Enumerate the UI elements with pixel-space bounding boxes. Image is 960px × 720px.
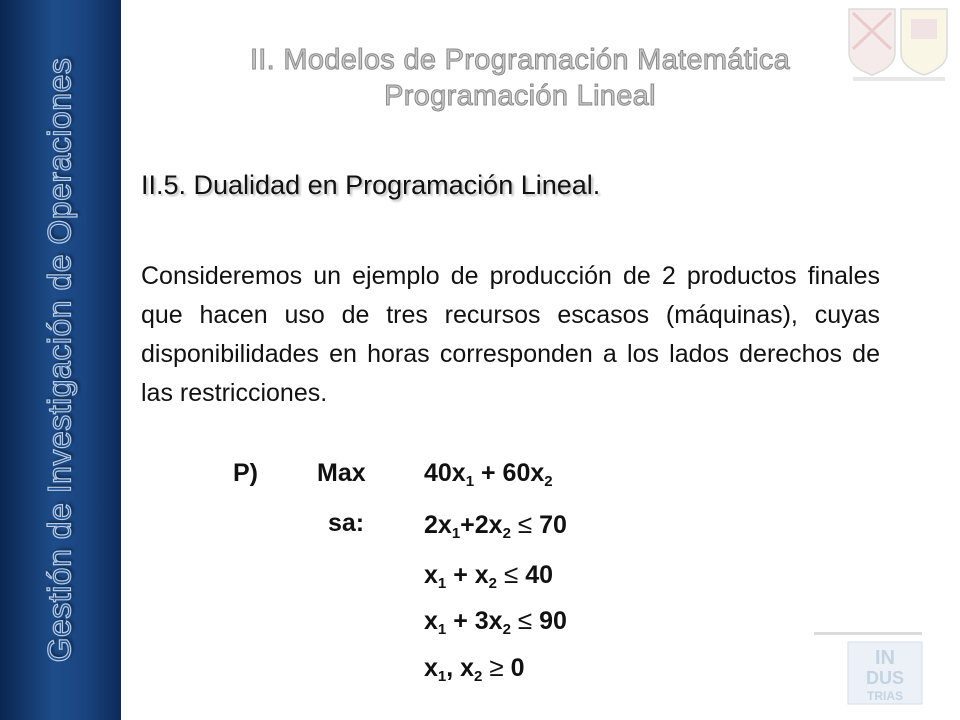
constraint-row: $x_1 + 3x_2 \le 90$ [424, 605, 567, 638]
slide-title-line2: Programación Lineal [384, 80, 656, 112]
sidebar-band [0, 0, 121, 720]
logo-text-dus: DUS [865, 668, 905, 688]
constraints-label: sa: [328, 509, 365, 537]
university-crest-logo [843, 5, 955, 85]
industrias-department-logo [812, 628, 924, 708]
logo-text-trias: TRIAS [867, 689, 903, 703]
objective-label: Max [317, 459, 366, 487]
constraint-row: $2x_1+2x_2 \le 70$ [424, 509, 567, 542]
objective-function: $40x_1 + 60x_2$ [424, 459, 553, 490]
problem-label: P) [233, 459, 258, 487]
constraint-row: $x_1 + x_2 \le 40$ [424, 559, 553, 592]
sidebar-title: Gestión de Investigación de Operaciones [41, 57, 78, 663]
nonnegativity-row: $x_1$, $x_2 \ge 0$ [424, 652, 525, 685]
slide-title-line1: II. Modelos de Programación Matemática [249, 44, 791, 76]
logo-text-in: IN [875, 647, 895, 669]
section-heading: II.5. Dualidad en Programación Lineal. [141, 170, 601, 200]
body-paragraph: Consideremos un ejemplo de producción de 2 productos finales que hacen uso de tres recursos escasos (máquinas), cuyas disponibilidades en horas corresponden a los lados derechos de las restricciones. [141, 262, 880, 407]
